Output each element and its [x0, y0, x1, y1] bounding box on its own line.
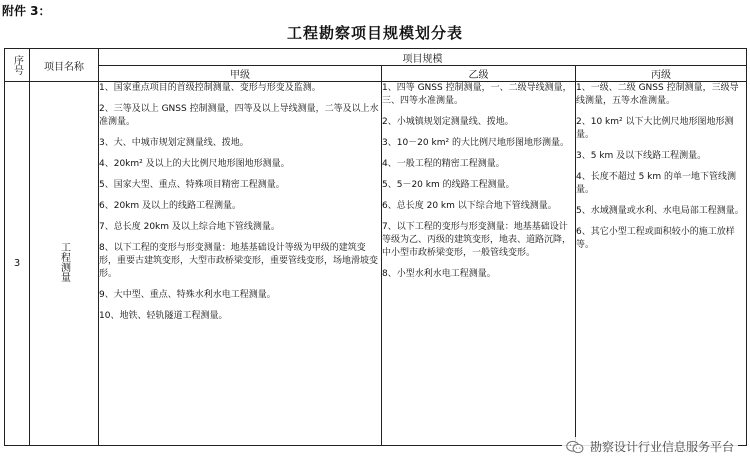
header-name [30, 49, 99, 82]
attachment-label: 附件 3： [2, 4, 51, 18]
grade-a-item: 3、大、中城市规划定测量线、拨地。 [99, 138, 249, 148]
header-grade-a [99, 66, 382, 82]
grade-c-item: 5、水域测量或水利、水电局部工程测量。 [576, 206, 744, 216]
grade-c-cell [576, 82, 747, 446]
grade-a-item: 1、国家重点项目的首级控制测量、变形与形变及监测。 [99, 83, 321, 93]
row-name-cell [30, 82, 99, 446]
grade-a-cell [99, 82, 382, 446]
grade-b-item: 7、以下工程的变形与形变测量：地基基础设计等级为乙、丙级的建筑变形，地表、道路沉降，中小型市政桥梁变形，一般管线变形。 [382, 222, 572, 258]
grade-c-item: 1、一级、二级 GNSS 控制测量，三级导线测量，五等水准测量。 [576, 83, 739, 106]
header-grade-c [576, 66, 747, 82]
grade-b-item: 1、四等 GNSS 控制测量，一、二级导线测量，三、四等水准测量。 [382, 83, 572, 106]
page-title: 工程勘察项目规模划分表 [286, 24, 463, 42]
header-grade-c-label: 丙级 [651, 70, 672, 81]
grade-b-cell [382, 82, 576, 446]
grade-c-item: 6、其它小型工程或面积较小的施工放样等。 [576, 227, 735, 250]
grade-c-item: 3、5 km 及以下线路工程测量。 [576, 151, 707, 161]
grade-a-item: 5、国家大型、重点、特殊项目精密工程测量。 [99, 180, 285, 190]
watermark-text: 勘察设计行业信息服务平台 [589, 440, 734, 454]
grade-a-item: 10、地铁、轻轨隧道工程测量。 [99, 311, 228, 321]
header-grade-b-label: 乙级 [468, 70, 489, 81]
watermark [562, 437, 738, 456]
grade-a-item: 4、20km² 及以上的大比例尺地形图地形测量。 [99, 159, 290, 169]
grade-b-item: 5、5－20 km 的线路工程测量。 [382, 180, 515, 190]
scale-table [4, 48, 747, 446]
grade-a-item: 9、大中型、重点、特殊水利水电工程测量。 [99, 290, 276, 300]
header-seq-label: 序号 [11, 55, 23, 75]
row-seq-cell [5, 82, 30, 446]
grade-b-item: 2、小城镇规划定测量线、拨地。 [382, 117, 514, 127]
grade-a-item: 6、20km 及以上的线路工程测量。 [99, 201, 242, 211]
header-scale-label: 项目规模 [402, 53, 443, 65]
grade-a-item: 7、总长度 20km 及以上综合地下管线测量。 [99, 222, 280, 232]
header-grade-b [382, 66, 576, 82]
grade-c-item: 2、10 km² 以下大比例尺地形图地形测量。 [576, 117, 734, 140]
grade-c-item: 4、长度不超过 5 km 的单一地下管线测量。 [576, 172, 737, 195]
row-name: 工程测量 [58, 241, 70, 282]
grade-b-item: 6、总长度 20 km 以下综合地下管线测量。 [382, 201, 557, 211]
wechat-icon [566, 440, 584, 454]
grade-b-item: 3、10－20 km² 的大比例尺地形图地形测量。 [382, 138, 569, 148]
grade-b-item: 8、小型水利水电工程测量。 [382, 269, 496, 279]
header-grade-a-label: 甲级 [230, 70, 250, 81]
header-scale [99, 49, 747, 66]
grade-a-item: 2、三等及以上 GNSS 控制测量，四等及以上导线测量，二等及以上水准测量。 [99, 104, 379, 127]
row-seq: 3 [13, 258, 21, 269]
grade-a-item: 8、以下工程的变形与形变测量：地基基础设计等级为甲级的建筑变形，重要古建筑变形，大型市政桥梁变形，重要管线变形，场地滑坡变形。 [99, 243, 379, 279]
header-seq [5, 49, 30, 82]
header-name-label: 项目名称 [44, 61, 84, 73]
grade-b-item: 4、一般工程的精密工程测量。 [382, 159, 505, 169]
